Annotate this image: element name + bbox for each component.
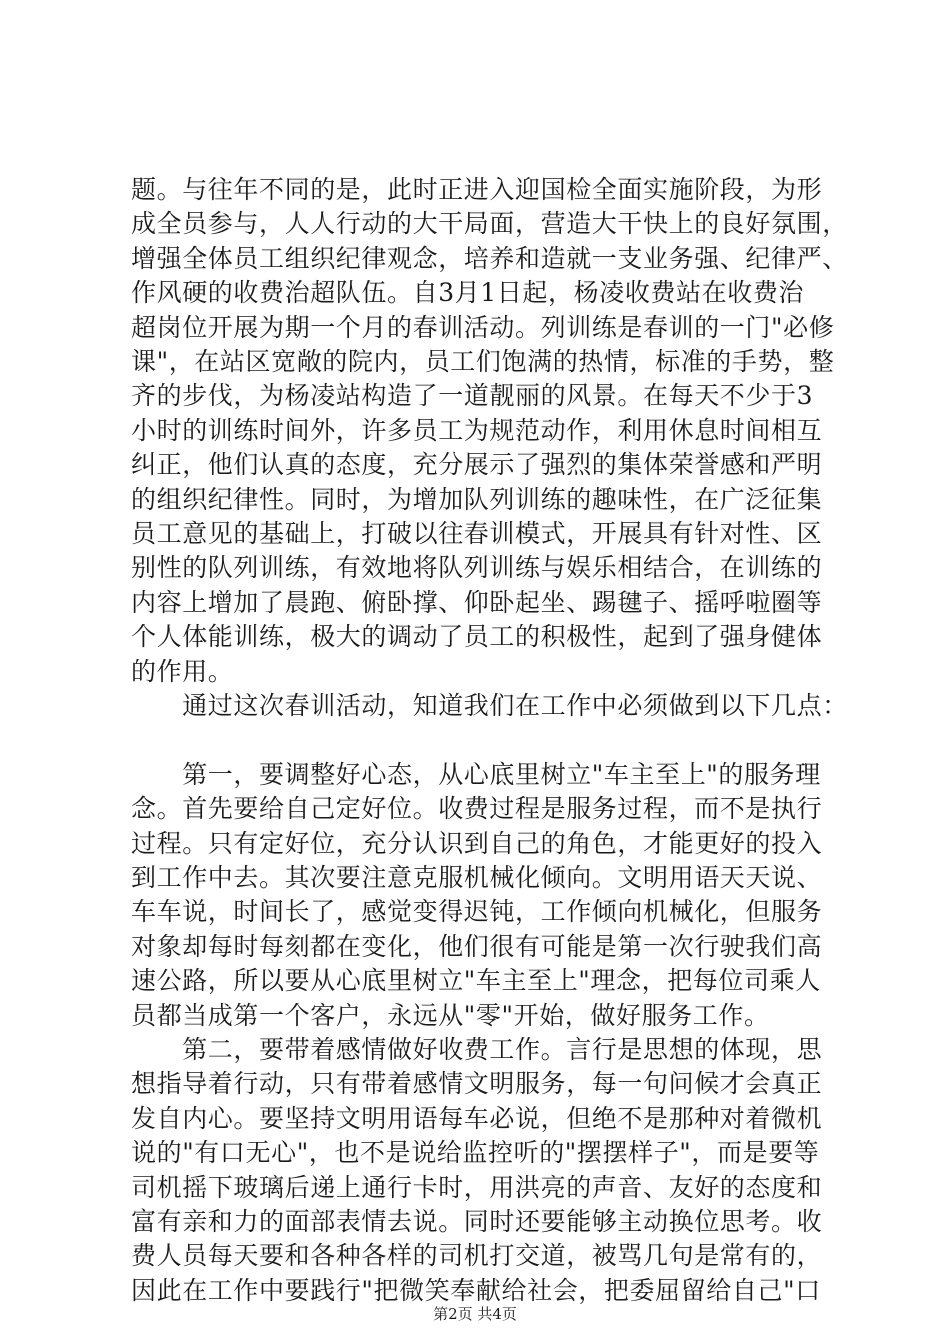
text-line: 增强全体员工组织纪律观念，培养和造就一支业务强、纪律严、 [131,244,848,273]
text-line: 小时的训练时间外，许多员工为规范动作，利用休息时间相互 [131,416,823,445]
text-line: 超岗位开展为期一个月的春训活动。列训练是春训的一门"必修 [131,313,835,342]
text-line: 说的"有口无心"，也不是说给监控听的"摆摆样子"，而是要等 [131,1138,820,1167]
text-line: 司机摇下玻璃后递上通行卡时，用洪亮的声音、友好的态度和 [131,1173,823,1202]
text-line: 想指导着行动，只有带着感情文明服务，每一句问候才会真正 [131,1069,823,1098]
text-line: 念。首先要给自己定好位。收费过程是服务过程，而不是执行 [131,794,823,823]
text-line: 车车说，时间长了，感觉变得迟钝，工作倾向机械化，但服务 [131,897,823,926]
text-line: 的组织纪律性。同时，为增加队列训练的趣味性，在广泛征集 [131,485,823,514]
text-line: 个人体能训练，极大的调动了员工的积极性，起到了强身健体 [131,622,823,651]
text-line: 发自内心。要坚持文明用语每车必说，但绝不是那种对着微机 [131,1104,823,1133]
text-line: 通过这次春训活动，知道我们在工作中必须做到以下几点： [131,691,848,720]
text-line: 齐的步伐，为杨凌站构造了一道靓丽的风景。在每天不少于3 [131,381,814,410]
text-line: 作风硬的收费治超队伍。自3月1日起，杨凌收费站在收费治 [131,278,805,307]
text-line: 内容上增加了晨跑、俯卧撑、仰卧起坐、踢毽子、摇呼啦圈等 [131,588,823,617]
text-line: 员工意见的基础上，打破以往春训模式，开展具有针对性、区 [131,519,823,548]
page-footer: 第2页 共4页 [433,1305,517,1323]
text-line: 第二，要带着感情做好收费工作。言行是思想的体现，思 [131,1035,823,1064]
text-line: 纠正，他们认真的态度，充分展示了强烈的集体荣誉感和严明 [131,450,823,479]
text-line: 题。与往年不同的是，此时正进入迎国检全面实施阶段，为形 [131,175,823,204]
text-line: 成全员参与，人人行动的大干局面，营造大干快上的良好氛围， [131,209,848,238]
text-line: 课"，在站区宽敞的院内，员工们饱满的热情，标准的手势，整 [131,347,835,376]
text-line: 的作用。 [131,657,234,686]
text-line: 因此在工作中要践行"把微笑奉献给社会，把委屈留给自己"口 [131,1276,821,1305]
text-line: 员都当成第一个客户，永远从"零"开始，做好服务工作。 [131,1001,770,1030]
text-line: 到工作中去。其次要注意克服机械化倾向。文明用语天天说、 [131,863,823,892]
text-line: 费人员每天要和各种各样的司机打交道，被骂几句是常有的， [131,1241,823,1270]
text-line: 第一，要调整好心态，从心底里树立"车主至上"的服务理 [131,760,821,789]
text-line: 富有亲和力的面部表情去说。同时还要能够主动换位思考。收 [131,1207,823,1236]
text-line: 过程。只有定好位，充分认识到自己的角色，才能更好的投入 [131,829,823,858]
text-line: 对象却每时每刻都在变化，他们很有可能是第一次行驶我们高 [131,932,823,961]
text-line: 别性的队列训练，有效地将队列训练与娱乐相结合，在训练的 [131,553,823,582]
text-line: 速公路，所以要从心底里树立"车主至上"理念，把每位司乘人 [131,966,821,995]
